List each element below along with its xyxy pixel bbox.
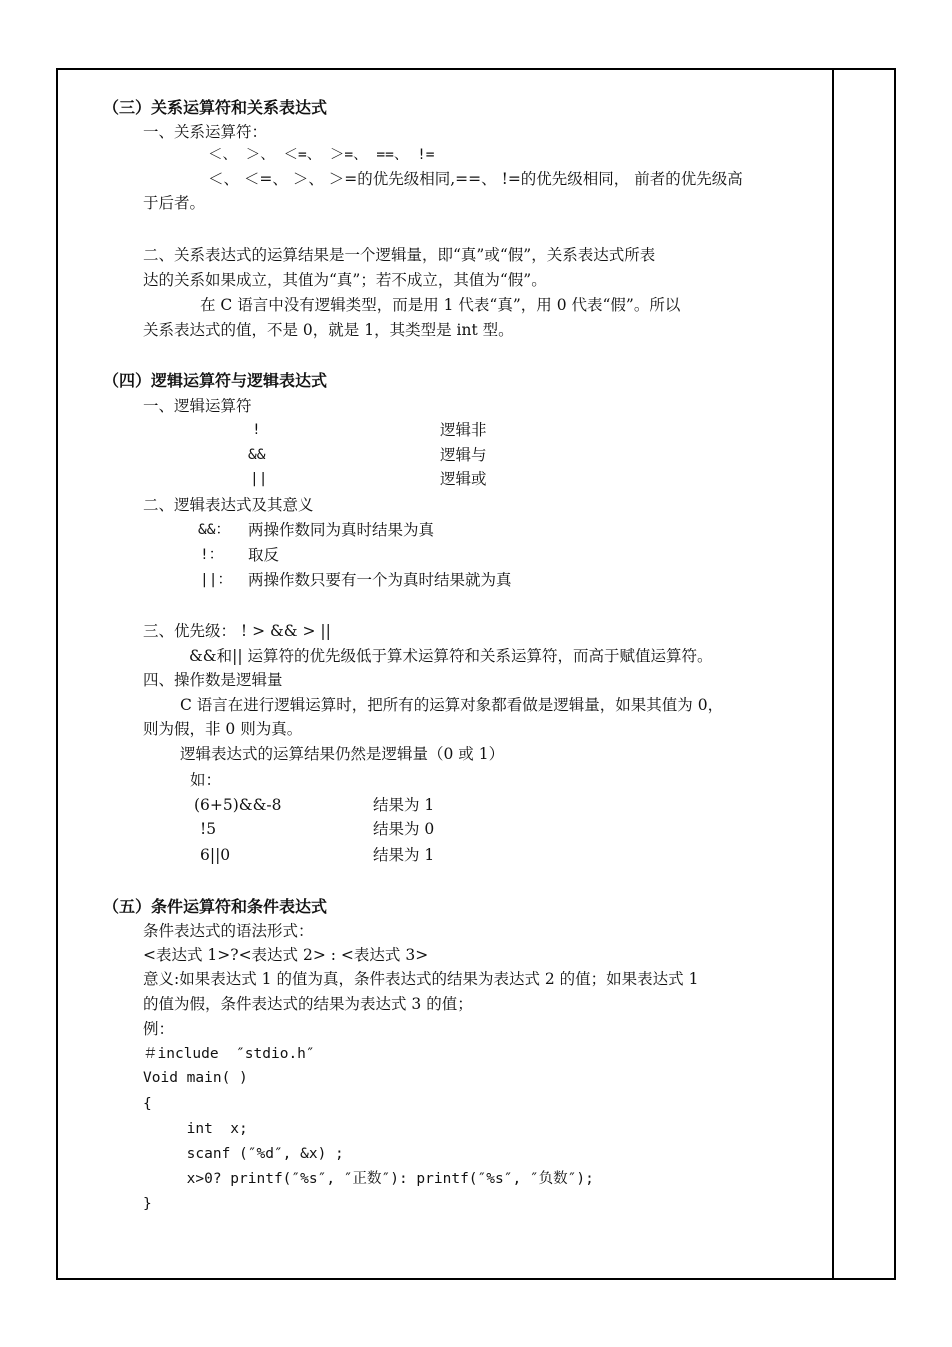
code-line: scanf (″%d″, &x) ; <box>143 1146 344 1162</box>
s3-priority-a: ＜、 ＜=、 ＞、 ＞=的优先级相同,==、 !=的优先级相同， 前者的优先级高 <box>208 170 743 188</box>
code-line: { <box>143 1096 152 1112</box>
s3-note-b: 关系表达式的值，不是 0，就是 1，其类型是 int 型。 <box>143 321 514 339</box>
column-divider <box>832 68 834 1280</box>
section-3-heading: （三）关系运算符和关系表达式 <box>103 98 328 117</box>
op-symbol: && <box>248 447 266 463</box>
section-5-heading: （五）条件运算符和条件表达式 <box>103 897 328 916</box>
example-result: 结果为 1 <box>373 846 435 864</box>
s4-sub4-a: C 语言在进行逻辑运算时，把所有的运算对象都看做是逻辑量，如果其值为 0， <box>180 696 724 714</box>
s4-example-label: 如： <box>190 771 222 789</box>
op-name: 逻辑与 <box>440 446 487 464</box>
example-result: 结果为 1 <box>373 796 435 814</box>
s3-priority-b: 于后者。 <box>143 194 206 212</box>
s3-sub1: 一、关系运算符： <box>143 123 268 141</box>
s4-sub1: 一、逻辑运算符 <box>143 397 252 415</box>
s5-meaning-b: 的值为假，条件表达式的结果为表达式 3 的值； <box>143 995 473 1013</box>
meaning-desc: 两操作数只要有一个为真时结果就为真 <box>248 571 512 589</box>
s3-ops: ＜、 ＞、 ＜=、 ＞=、 ==、 != <box>208 147 435 163</box>
code-line: } <box>143 1196 152 1212</box>
op-symbol: ! <box>252 422 261 438</box>
s4-prio-note: &&和|| 运算符的优先级低于算术运算符和关系运算符，而高于赋值运算符。 <box>189 647 713 665</box>
meaning-symbol: !： <box>200 547 224 563</box>
op-symbol: || <box>250 471 268 487</box>
s5-syntax-label: 条件表达式的语法形式： <box>143 922 314 940</box>
s3-sub2a: 二、关系表达式的运算结果是一个逻辑量，即“真”或“假”，关系表达式所表 <box>143 246 656 264</box>
op-name: 逻辑非 <box>440 421 487 439</box>
op-name: 逻辑或 <box>440 470 487 488</box>
s4-sub3: 三、优先级： ! > && > || <box>143 622 331 640</box>
s4-sub2: 二、逻辑表达式及其意义 <box>143 496 314 514</box>
example-expr: 6||0 <box>200 846 231 864</box>
s4-result-note: 逻辑表达式的运算结果仍然是逻辑量（0 或 1） <box>180 745 505 763</box>
s3-note-a: 在 C 语言中没有逻辑类型，而是用 1 代表“真”，用 0 代表“假”。所以 <box>200 296 681 314</box>
s5-syntax: <表达式 1>?<表达式 2> : <表达式 3> <box>143 946 429 964</box>
code-line: ＃include ″stdio.h″ <box>143 1046 315 1062</box>
code-line: x>0? printf(″%s″, ″正数″): printf(″%s″, ″负数″); <box>143 1171 594 1187</box>
example-expr: !5 <box>200 820 217 838</box>
s3-sub2b: 达的关系如果成立，其值为“真”；若不成立，其值为“假”。 <box>143 271 547 289</box>
s4-sub4-b: 则为假，非 0 则为真。 <box>143 720 303 738</box>
meaning-desc: 两操作数同为真时结果为真 <box>248 521 435 539</box>
example-expr: (6+5)&&-8 <box>194 796 282 814</box>
meaning-desc: 取反 <box>248 546 280 564</box>
s5-example-label: 例： <box>143 1020 175 1038</box>
section-4-heading: （四）逻辑运算符与逻辑表达式 <box>103 371 328 390</box>
code-line: Void main( ) <box>143 1070 248 1086</box>
example-result: 结果为 0 <box>373 820 435 838</box>
s5-meaning-a: 意义:如果表达式 1 的值为真，条件表达式的结果为表达式 2 的值；如果表达式 1 <box>143 970 699 988</box>
s4-sub4: 四、操作数是逻辑量 <box>143 671 283 689</box>
meaning-symbol: &&： <box>198 522 230 538</box>
meaning-symbol: ||： <box>200 572 232 588</box>
code-line: int x; <box>143 1121 248 1137</box>
